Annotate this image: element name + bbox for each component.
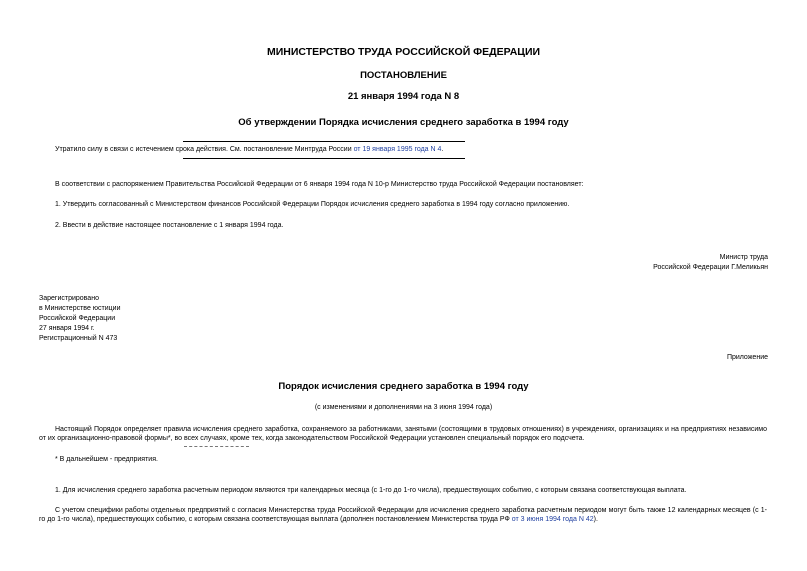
registration-line-4: 27 января 1994 г. [39, 325, 95, 332]
ministry-heading: МИНИСТЕРСТВО ТРУДА РОССИЙСКОЙ ФЕДЕРАЦИИ [266, 46, 541, 58]
appendix-paragraph-1: Настоящий Порядок определяет правила исчисления среднего заработка, сохраняемого за работниками, занятыми (состоящими в трудовых отношениях) в учреждениях, организациях и на предприятиях независимо от их организационно-правовой формы*, во всех случаях, кроме тех, когда законодательством Российской Федерации установлен специальный порядок его подсчета. [39, 426, 767, 442]
status-note-end: . [441, 146, 444, 153]
paragraph-3-end: ). [593, 516, 598, 523]
appendix-paragraph-2: 1. Для исчисления среднего заработка расчетным периодом являются три календарных месяца (с 1-го до 1-го числа), предшествующих событию, с которым связана соответствующая выплата. [55, 487, 687, 494]
registration-line-2: в Министерстве юстиции [39, 305, 121, 312]
doc-type-heading: ПОСТАНОВЛЕНИЕ [360, 70, 447, 81]
footnote: * В дальнейшем - предприятия. [55, 456, 158, 463]
registration-line-3: Российской Федерации [39, 315, 116, 322]
signature-name: Российской Федерации Г.Меликьян [653, 264, 768, 271]
status-top-rule [183, 141, 465, 142]
appendix-subtitle: (с изменениями и дополнениями на 3 июня 1994 года) [314, 404, 493, 411]
status-bottom-rule [183, 158, 465, 159]
status-note [55, 145, 443, 154]
appendix-title: Порядок исчисления среднего заработка в 1994 году [278, 381, 529, 392]
status-note-text: Утратило силу в связи с истечением срока действия. См. постановление Минтруда России [55, 146, 354, 153]
paragraph-3-text: С учетом специфики работы отдельных предприятий с согласия Министерства труда Российской Федерации для исчисления среднего заработка расчетным периодом могут быть также 12 календарных месяцев (с 1-го до 1-го числа), предшествующих событию, с которым связана соответствующая выплата (дополнен постановлением Министерства труда РФ [39, 507, 767, 523]
signature-title: Министр труда [719, 254, 768, 261]
appendix-paragraph-3 [39, 506, 767, 524]
registration-line-1: Зарегистрировано [39, 295, 99, 302]
date-number-heading: 21 января 1994 года N 8 [347, 91, 460, 102]
item-2: 2. Ввести в действие настоящее постановление с 1 января 1994 года. [55, 222, 284, 229]
preamble: В соответствии с распоряжением Правительства Российской Федерации от 6 января 1994 года N 10-р Министерство труда Российской Федерации постановляет: [55, 181, 584, 188]
status-note-link[interactable]: от 19 января 1995 года N 4 [353, 146, 442, 153]
item-1: 1. Утвердить согласованный с Министерством финансов Российской Федерации Порядок исчисления среднего заработка в 1994 году согласно приложению. [55, 201, 570, 208]
appendix-label: Приложение [726, 354, 768, 361]
footnote-separator [184, 446, 249, 447]
document-title: Об утверждении Порядка исчисления среднего заработка в 1994 году [238, 117, 569, 128]
registration-line-5: Регистрационный N 473 [39, 335, 118, 342]
paragraph-3-link[interactable]: от 3 июня 1994 года N 42 [511, 516, 594, 523]
